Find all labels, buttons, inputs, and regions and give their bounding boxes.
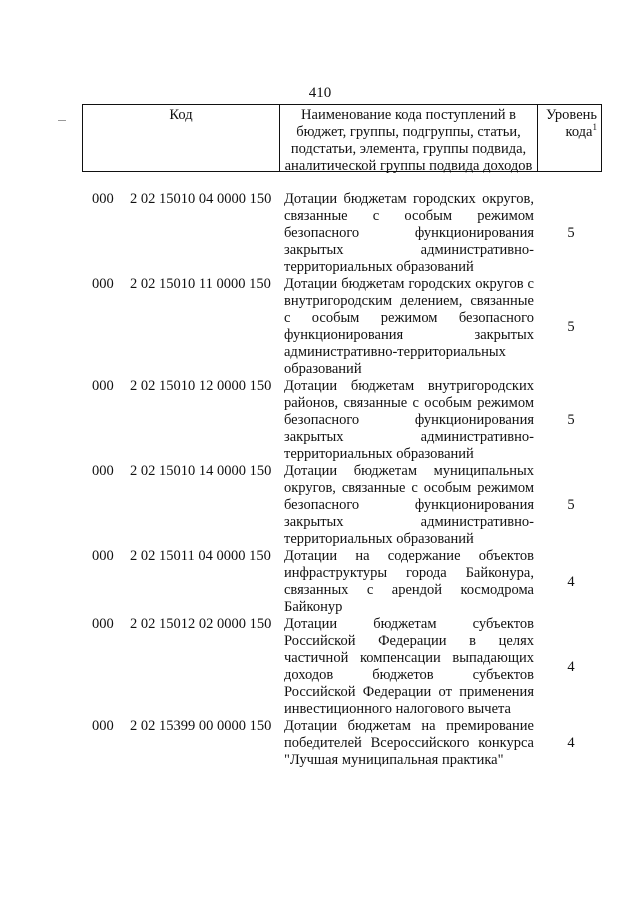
row-income-name: Дотации бюджетам муниципальных округов, связанные с особым режимом безопасного функционирования закрытых административно-территориальных образований (284, 463, 534, 547)
table-row (0, 718, 640, 769)
table-row (0, 616, 640, 718)
row-income-code: 2 02 15011 04 0000 150 (130, 548, 271, 564)
row-code-level: 4 (567, 573, 575, 590)
row-income-name: Дотации бюджетам на премирование победителей Всероссийского конкурса "Лучшая муниципальная практика" (284, 718, 534, 768)
row-income-name: Дотации бюджетам внутригородских районов, связанные с особым режимом безопасного функционирования закрытых административно-территориальных образований (284, 378, 534, 462)
row-admin-code: 000 (92, 718, 114, 734)
row-code-level: 5 (567, 497, 575, 513)
table-row (0, 463, 640, 548)
margin-mark (58, 120, 66, 121)
header-name-label: Наименование кода поступлений в бюджет, группы, подгруппы, статьи, подстатьи, элемента, группы подвида, аналитической группы подвида доходов (284, 107, 533, 174)
header-code-label: Код (169, 107, 193, 123)
row-income-code: 2 02 15010 14 0000 150 (130, 463, 272, 479)
row-income-name: Дотации бюджетам субъектов Российской Федерации в целях частичной компенсации выпадающих доходов бюджетов субъектов Российской Федерации от применения инвестиционного налогового вычета (284, 616, 534, 717)
table-header (82, 104, 602, 172)
row-income-code: 2 02 15010 12 0000 150 (130, 378, 272, 394)
row-code-level: 4 (567, 735, 575, 751)
table-row (0, 548, 640, 616)
row-admin-code: 000 (92, 378, 114, 394)
row-admin-code: 000 (92, 463, 114, 479)
row-income-code: 2 02 15010 04 0000 150 (130, 191, 272, 207)
row-admin-code: 000 (92, 276, 114, 292)
row-admin-code: 000 (92, 616, 114, 632)
page-number: 410 (308, 85, 332, 101)
table-row (0, 191, 640, 276)
row-admin-code: 000 (92, 548, 114, 564)
header-level-label: Уровень кода (545, 107, 597, 140)
table-body (0, 191, 640, 769)
table-row (0, 378, 640, 463)
row-code-level: 4 (567, 658, 575, 675)
row-code-level: 5 (567, 225, 575, 241)
row-code-level: 5 (567, 412, 575, 428)
row-code-level: 5 (567, 318, 575, 335)
row-income-code: 2 02 15012 02 0000 150 (130, 616, 272, 632)
header-code (83, 105, 280, 171)
row-income-name: Дотации на содержание объектов инфраструктуры города Байконура, связанных с арендой космодрома Байконур (284, 548, 534, 615)
row-income-name: Дотации бюджетам городских округов, связанные с особым режимом безопасного функционирования закрытых административно-территориальных образований (284, 191, 534, 275)
header-level-footnote: 1 (592, 122, 597, 133)
table-row (0, 276, 640, 378)
row-admin-code: 000 (92, 191, 114, 207)
row-income-code: 2 02 15010 11 0000 150 (130, 276, 271, 292)
row-income-name: Дотации бюджетам городских округов с внутригородским делением, связанные с особым режимом безопасного функционирования закрытых административно-территориальных образований (284, 276, 534, 377)
header-name (280, 105, 538, 174)
row-income-code: 2 02 15399 00 0000 150 (130, 718, 272, 734)
header-level (538, 105, 601, 171)
